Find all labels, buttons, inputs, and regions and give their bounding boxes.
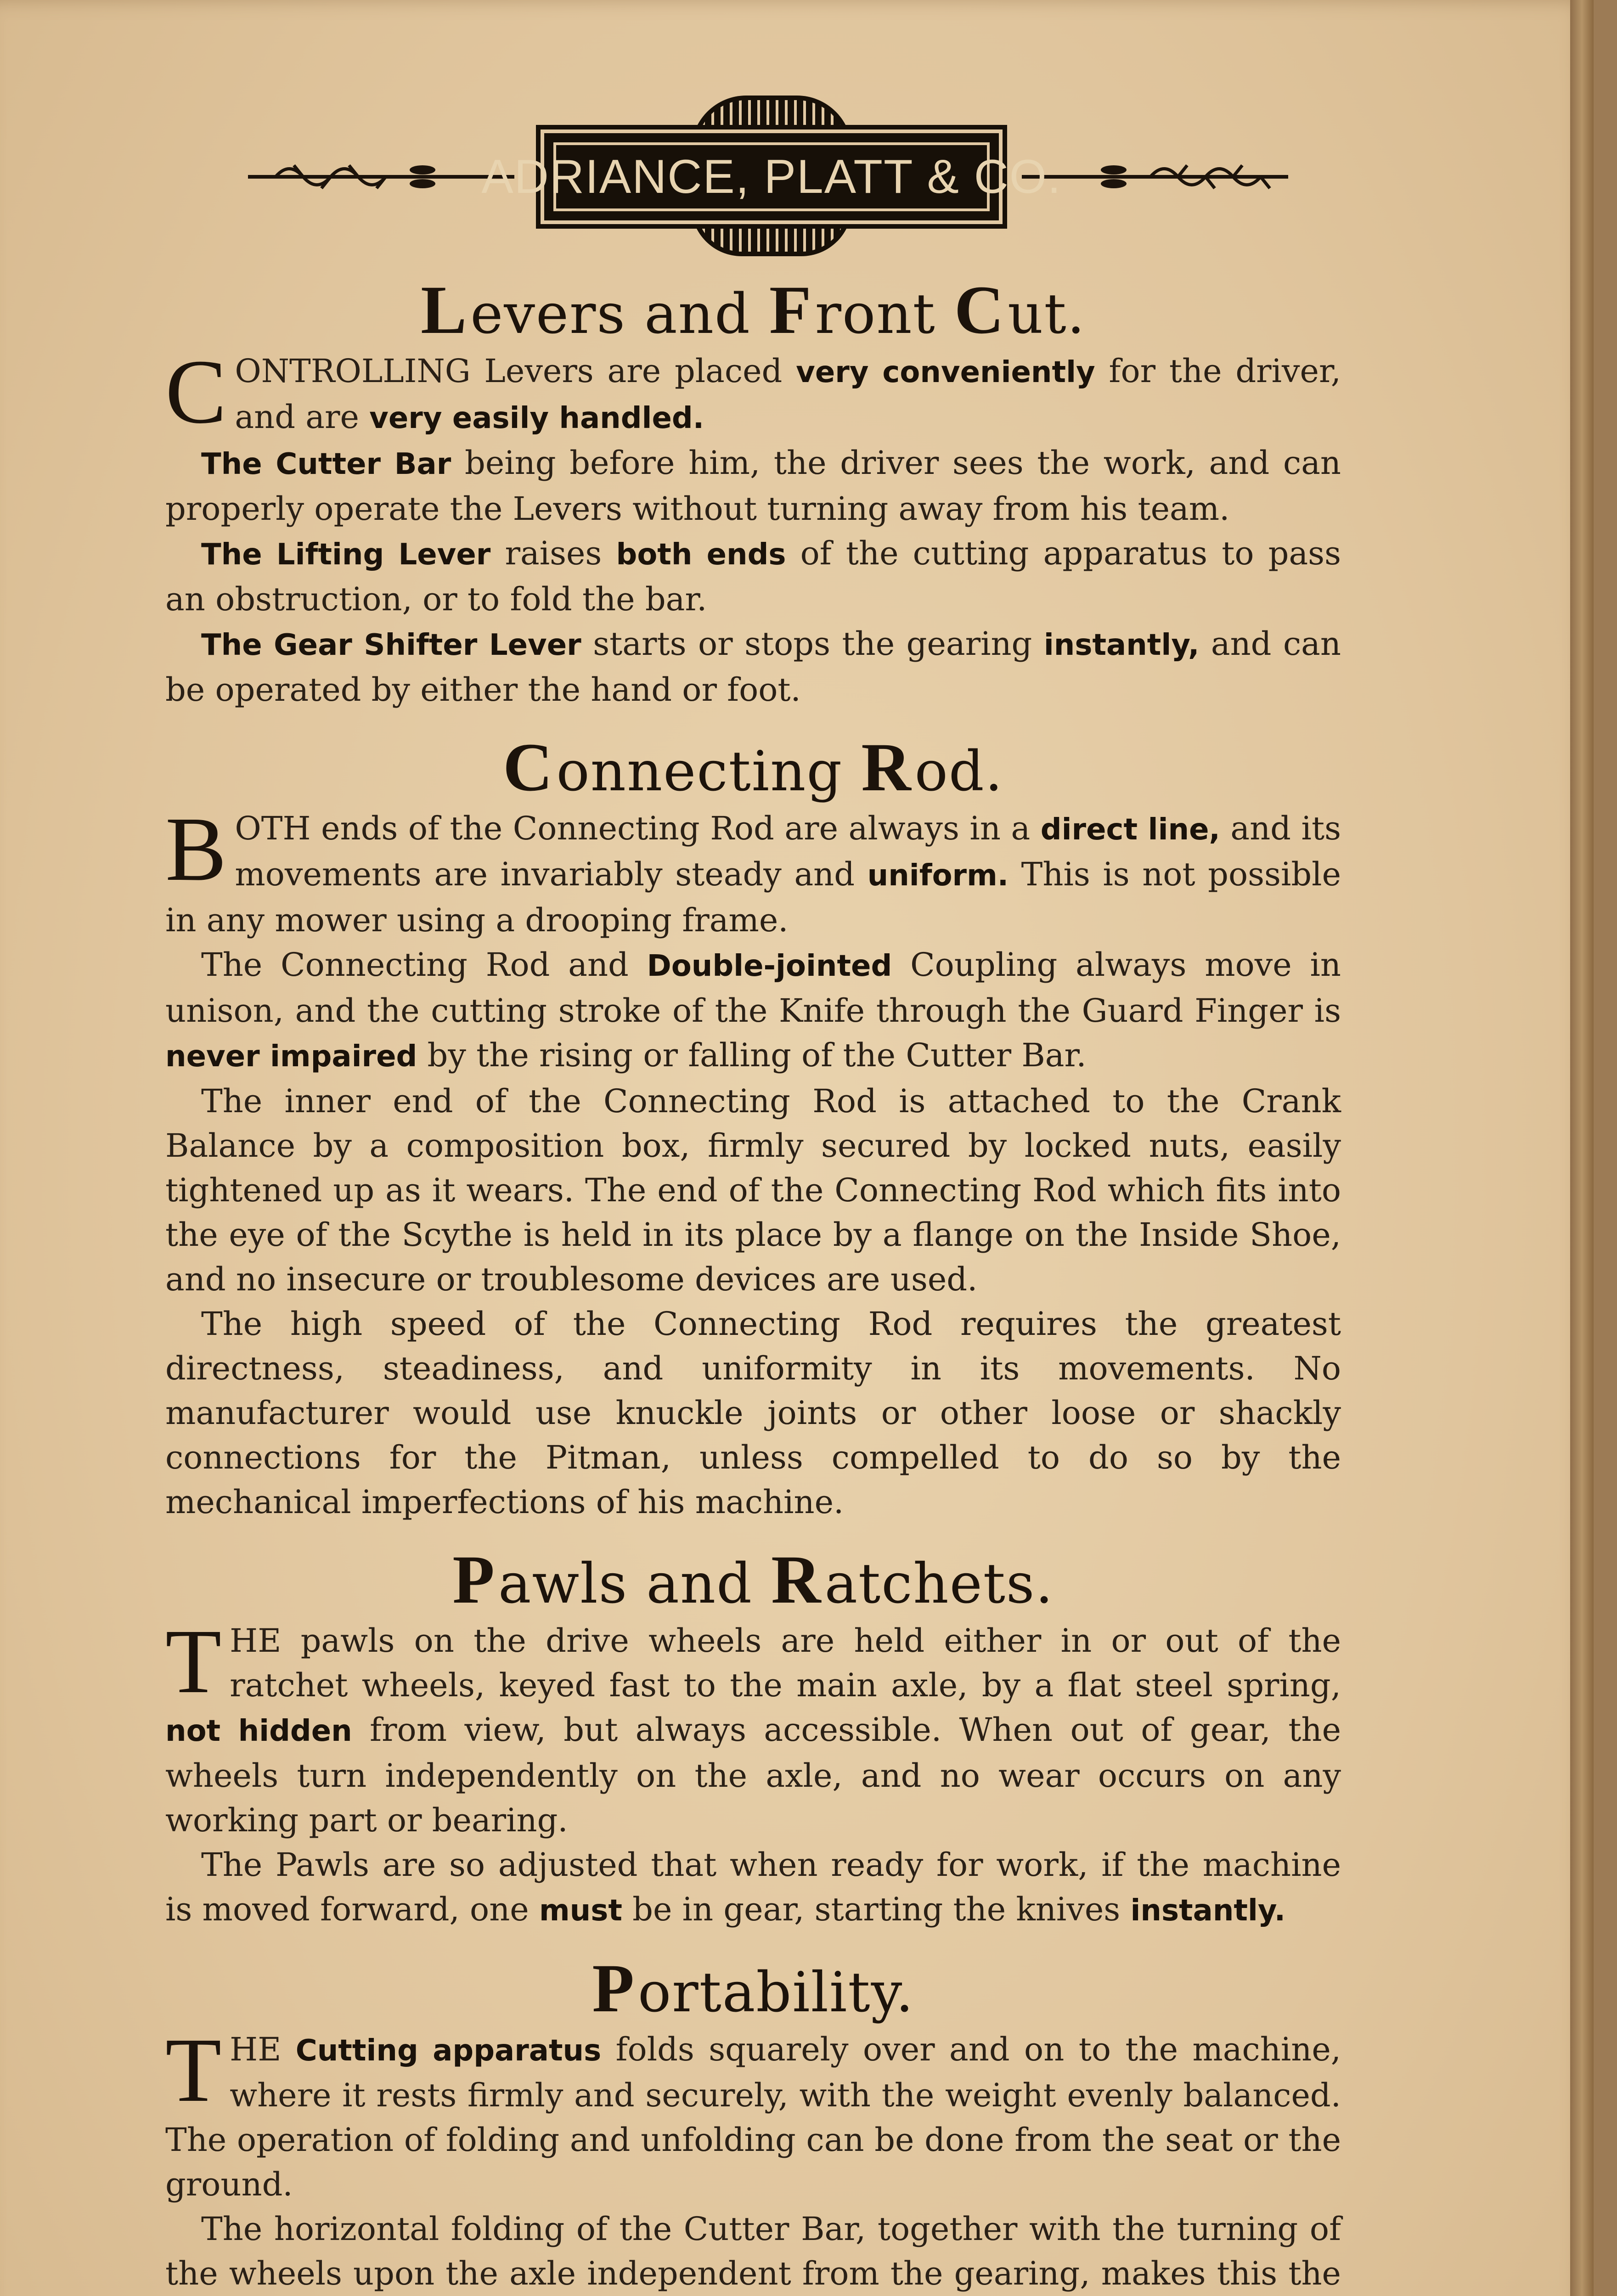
drop-cap: T: [165, 1611, 222, 1712]
paragraph: The Lifting Lever raises both ends of the cutting apparatus to pass an obstruction, or to fold the bar.: [165, 535, 1341, 618]
section-title: Connecting Rod.: [503, 729, 1003, 805]
drop-cap: C: [165, 341, 227, 443]
paragraph: CONTROLLING Levers are placed very conveniently for the driver, and are very easily handled.: [165, 341, 1341, 443]
company-badge: [481, 133, 1062, 220]
paragraph: The Connecting Rod and Double-jointed Coupling always move in unison, and the cutting stroke of the Knife through the Guard Finger is never impaired by the rising or falling of the Cutter Bar.: [165, 946, 1341, 1074]
paragraph: The Cutter Bar being before him, the driver sees the work, and can properly operate the Levers without turning away from his team.: [165, 444, 1341, 528]
section-title: Levers and Front Cut.: [421, 272, 1086, 348]
paragraph: BOTH ends of the Connecting Rod are always in a direct line, and its movements are invariably steady and uniform. This is not possible in any mower using a drooping frame.: [165, 799, 1341, 939]
section-title: Portability.: [592, 1950, 914, 2026]
drop-cap: T: [165, 2020, 222, 2121]
paragraph: The Gear Shifter Lever starts or stops the gearing instantly, and can be operated by either the hand or foot.: [165, 625, 1341, 709]
section-pawls-ratchets: [165, 1542, 1341, 1933]
paragraph: THE Cutting apparatus folds squarely over and on to the machine, where it rests firmly and securely, with the weight evenly balanced. The operation of folding and unfolding can be done from the seat or the ground.: [165, 2020, 1341, 2203]
section-portability: [165, 1950, 1341, 2296]
right-vine-ornament-icon: [1022, 156, 1288, 197]
paragraph: The Pawls are so adjusted that when ready for work, if the machine is moved forward, one must be in gear, starting the knives instantly.: [165, 1846, 1341, 1928]
left-vine-ornament-icon: [248, 156, 514, 197]
page-edge: [1570, 0, 1594, 2296]
section-levers-front-cut: [165, 272, 1341, 712]
paragraph: The inner end of the Connecting Rod is attached to the Crank Balance by a composition box, firmly secured by locked nuts, easily tightened up as it wears. The end of the Connecting Rod which fits into the eye of the Scythe is held in its place by a flange on the Inside Shoe, and no insecure or troublesome devices are used.: [165, 1082, 1341, 1298]
paragraph: The high speed of the Connecting Rod requires the greatest directness, steadiness, and uniformity in its movements. No manufacturer would use knuckle joints or other loose or shackly connections for the Pitman, unless compelled to do so by the mechanical imperfections of his machine.: [165, 1305, 1341, 1521]
page-content: [165, 272, 1341, 2296]
paragraph: THE pawls on the drive wheels are held either in or out of the ratchet wheels, keyed fast to the main axle, by a flat steel spring, not hidden from view, but always accessible. When out of gear, the wheels turn independently on the axle, and no wear occurs on any working part or bearing.: [165, 1611, 1341, 1839]
section-title: Pawls and Ratchets.: [452, 1542, 1054, 1618]
paragraph: The horizontal folding of the Cutter Bar, together with the turning of the wheels upon the axle independent from the gearing, makes this the: [165, 2210, 1341, 2292]
drop-cap: B: [165, 799, 227, 900]
header-ornament: [0, 87, 1594, 262]
section-connecting-rod: [165, 729, 1341, 1525]
company-name: ADRIANCE, PLATT & CO.: [481, 150, 1062, 203]
